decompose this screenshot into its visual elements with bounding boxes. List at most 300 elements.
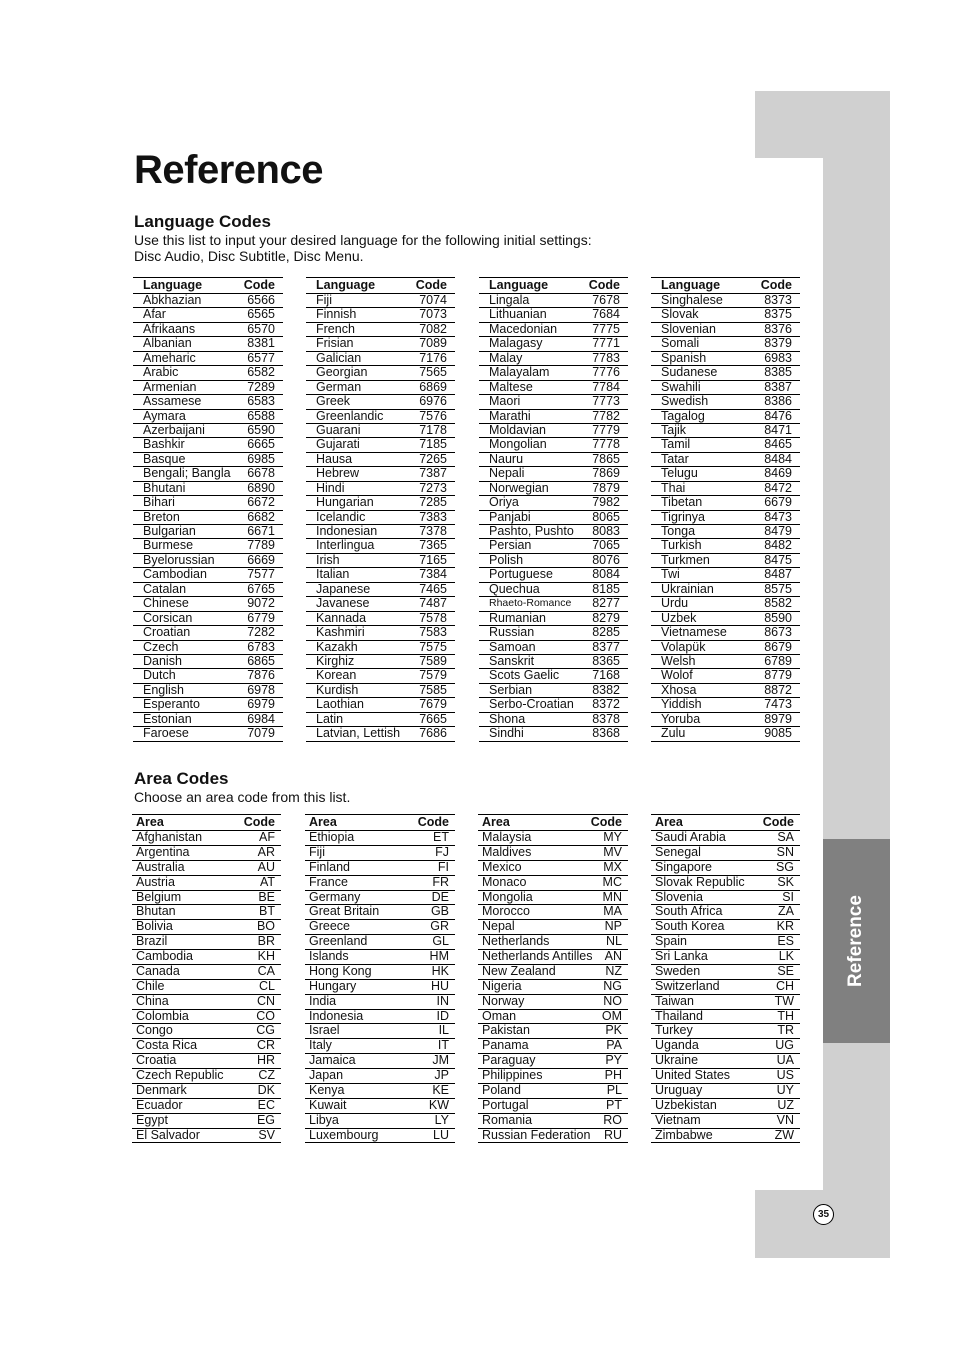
language-code: 7865: [592, 451, 620, 466]
language-code: 8065: [592, 509, 620, 524]
language-code: 8465: [764, 437, 792, 452]
language-code: 7378: [419, 524, 447, 538]
area-code: ES: [777, 934, 794, 949]
language-code: 7285: [419, 495, 447, 510]
area-name: Costa Rica: [136, 1038, 198, 1053]
area-name: Sweden: [655, 963, 701, 978]
language-name: Twi: [661, 567, 680, 582]
area-code: HM: [429, 949, 449, 963]
language-table-row: [306, 438, 455, 452]
language-name: Malay: [489, 350, 523, 365]
language-table-row: [479, 496, 628, 510]
area-name: Slovenia: [655, 889, 703, 904]
area-table-row: [305, 1054, 455, 1069]
area-name: Poland: [482, 1082, 521, 1097]
language-name: Nepali: [489, 466, 525, 481]
language-code: 6588: [247, 408, 275, 423]
language-code: 8471: [764, 422, 792, 437]
side-decoration-strip: [823, 91, 890, 1258]
language-table-column-3: [479, 277, 628, 742]
area-name: China: [136, 993, 169, 1008]
area-code: MC: [602, 874, 622, 889]
language-name: Burmese: [143, 538, 194, 553]
language-name: Bashkir: [143, 437, 185, 452]
area-table-row: [651, 1069, 800, 1084]
language-code: 7779: [592, 422, 620, 437]
language-table-row: [133, 467, 283, 481]
area-table-row: [651, 861, 800, 876]
language-code: 6890: [247, 480, 275, 495]
language-code: 8377: [592, 639, 620, 654]
area-code: MY: [603, 830, 622, 844]
language-table-row: [133, 641, 283, 655]
language-code: 8673: [764, 625, 792, 640]
language-code: 8379: [764, 336, 792, 351]
language-name: Tatar: [661, 451, 689, 466]
language-table-row: [479, 554, 628, 568]
language-table-row: [479, 511, 628, 525]
language-name: Tibetan: [661, 495, 703, 510]
language-code: 7168: [592, 668, 620, 683]
language-name: Laothian: [316, 697, 364, 712]
language-table-row: [133, 453, 283, 467]
area-table-row: [478, 995, 628, 1010]
language-table-row: [306, 554, 455, 568]
area-code: HU: [430, 978, 449, 993]
language-code: 7176: [419, 350, 447, 365]
area-code: BO: [256, 919, 275, 934]
area-name: Finland: [309, 859, 350, 874]
language-name: Pashto, Pushto: [489, 524, 574, 538]
language-name: Byelorussian: [143, 552, 215, 567]
language-name: Maori: [489, 394, 521, 409]
area-name: Congo: [136, 1023, 173, 1038]
area-code: BT: [259, 904, 275, 919]
area-name: Belgium: [136, 889, 182, 904]
area-name: Spain: [655, 934, 687, 949]
language-code: 7775: [592, 321, 620, 336]
area-code: EG: [256, 1112, 275, 1127]
language-name: Faroese: [143, 726, 189, 741]
area-code: KE: [432, 1082, 449, 1097]
language-name: Thai: [661, 480, 686, 495]
language-name: Irish: [316, 552, 340, 567]
area-name: Indonesia: [309, 1008, 364, 1023]
area-name: Italy: [309, 1038, 332, 1053]
language-name: Oriya: [489, 495, 519, 510]
area-table-row: [651, 965, 800, 980]
area-table-row: [305, 1114, 455, 1129]
language-code: 7869: [592, 466, 620, 481]
language-code: 9085: [764, 726, 792, 741]
language-name: Uzbek: [661, 610, 697, 625]
language-table-row: [306, 482, 455, 496]
area-name: Bolivia: [136, 919, 173, 934]
language-table-row: [133, 323, 283, 337]
area-code: NG: [603, 978, 622, 993]
area-name: Australia: [136, 859, 185, 874]
language-code: 7365: [419, 538, 447, 553]
language-table-row: [479, 395, 628, 409]
language-table-row: [651, 410, 800, 424]
language-table-row: [133, 713, 283, 727]
language-name: Hebrew: [316, 466, 360, 481]
language-table-row: [651, 511, 800, 525]
language-code: 7473: [764, 697, 792, 712]
language-table-row: [651, 308, 800, 322]
language-name: Azerbaijani: [143, 422, 205, 437]
area-code: TR: [777, 1023, 794, 1038]
area-table-row: [132, 920, 281, 935]
language-table-row: [479, 308, 628, 322]
area-table-header: [651, 814, 800, 831]
language-table-row: [306, 612, 455, 626]
area-name: Senegal: [655, 844, 701, 859]
area-code: FR: [432, 874, 449, 889]
area-table-row: [478, 965, 628, 980]
language-name: Greenlandic: [316, 408, 384, 423]
area-table-row: [305, 950, 455, 965]
area-name: Kuwait: [309, 1097, 347, 1112]
language-table-row: [306, 424, 455, 438]
language-table-row: [133, 554, 283, 568]
language-table-row: [479, 352, 628, 366]
language-name: Esperanto: [143, 697, 200, 712]
language-code: 6984: [247, 711, 275, 726]
area-name: Greece: [309, 919, 350, 934]
language-name: Singhalese: [661, 293, 723, 307]
language-name: Sudanese: [661, 365, 718, 380]
language-code: 7082: [419, 321, 447, 336]
language-name: Swahili: [661, 379, 701, 394]
area-table-row: [478, 1084, 628, 1099]
language-code: 7073: [419, 307, 447, 322]
area-name: Maldives: [482, 844, 532, 859]
language-table-row: [133, 337, 283, 351]
language-name: Korean: [316, 668, 357, 683]
language-code: 7589: [419, 653, 447, 668]
language-name: Chinese: [143, 596, 189, 611]
area-code: AF: [259, 830, 275, 844]
area-name: Romania: [482, 1112, 533, 1127]
language-code: 7265: [419, 451, 447, 466]
language-name: Italian: [316, 567, 350, 582]
language-name: Hungarian: [316, 495, 374, 510]
language-name: Latvian, Lettish: [316, 726, 401, 741]
language-code: 6671: [247, 524, 275, 538]
language-name: Turkmen: [661, 552, 710, 567]
language-name: Yiddish: [661, 697, 702, 712]
area-table-row: [651, 1084, 800, 1099]
language-table-row: [306, 395, 455, 409]
language-table-row: [479, 698, 628, 712]
language-table-column-4: [651, 277, 800, 742]
language-name: Urdu: [661, 596, 689, 611]
language-name: Serbo-Croatian: [489, 697, 574, 712]
area-code: LK: [778, 949, 794, 963]
language-code: 6672: [247, 495, 275, 510]
area-name: Germany: [309, 889, 361, 904]
code-column-header: Code: [760, 278, 792, 292]
language-code: 7678: [592, 293, 620, 307]
language-code: 7679: [419, 697, 447, 712]
area-table-row: [305, 1084, 455, 1099]
language-table-row: [133, 496, 283, 510]
language-name: Albanian: [143, 336, 192, 351]
language-name: Bhutani: [143, 480, 186, 495]
area-name: Jamaica: [309, 1053, 356, 1068]
language-name: Guarani: [316, 422, 361, 437]
area-name: Ecuador: [136, 1097, 183, 1112]
language-name: Tamil: [661, 437, 691, 452]
area-name: Mexico: [482, 859, 522, 874]
area-code: LU: [433, 1127, 449, 1142]
language-table-row: [133, 482, 283, 496]
area-table-row: [478, 876, 628, 891]
language-table-column-2: [306, 277, 455, 742]
language-name: Greek: [316, 394, 351, 409]
language-name: Vietnamese: [661, 625, 727, 640]
language-table-row: [479, 583, 628, 597]
language-code: 7773: [592, 394, 620, 409]
language-name: Portuguese: [489, 567, 553, 582]
area-code: JP: [434, 1068, 449, 1082]
language-name: Marathi: [489, 408, 531, 423]
language-code: 8279: [592, 610, 620, 625]
language-name: Ameharic: [143, 350, 196, 365]
language-code: 6865: [247, 653, 275, 668]
area-table-header: [305, 814, 455, 831]
area-code: CR: [256, 1038, 275, 1053]
language-code: 6779: [247, 610, 275, 625]
language-table-row: [306, 381, 455, 395]
area-table-row: [132, 1129, 281, 1144]
language-code: 7665: [419, 711, 447, 726]
language-code: 6570: [247, 321, 275, 336]
area-code: DE: [431, 889, 449, 904]
language-table-row: [133, 424, 283, 438]
area-code: GL: [432, 934, 449, 949]
area-table-row: [651, 1114, 800, 1129]
area-code: ZA: [778, 904, 794, 919]
area-code: CZ: [258, 1068, 275, 1082]
language-name: Malagasy: [489, 336, 543, 351]
area-name: Croatia: [136, 1053, 177, 1068]
language-column-header: Language: [316, 278, 376, 292]
language-code: 8575: [764, 581, 792, 596]
language-code: 7576: [419, 408, 447, 423]
language-codes-description-1: Use this list to input your desired language for the following initial settings:: [134, 232, 592, 248]
area-name: Hungary: [309, 978, 357, 993]
area-code: RO: [603, 1112, 622, 1127]
language-table-row: [133, 308, 283, 322]
language-code: 6985: [247, 451, 275, 466]
area-table-row: [651, 1054, 800, 1069]
area-table-column-2: [305, 814, 455, 1143]
language-code: 6582: [247, 365, 275, 380]
area-name: New Zealand: [482, 963, 556, 978]
language-table-row: [133, 294, 283, 308]
area-code: OM: [601, 1008, 622, 1023]
area-code: CO: [256, 1008, 275, 1023]
language-table-row: [651, 294, 800, 308]
language-table-row: [651, 525, 800, 539]
area-name: Czech Republic: [136, 1068, 224, 1082]
area-table-row: [305, 1024, 455, 1039]
area-code: NL: [606, 934, 622, 949]
language-table-row: [133, 568, 283, 582]
language-code: 6682: [247, 509, 275, 524]
language-table-row: [651, 453, 800, 467]
language-code: 8375: [764, 307, 792, 322]
area-code: BR: [257, 934, 275, 949]
language-table-row: [651, 669, 800, 683]
language-table-row: [306, 511, 455, 525]
language-table-row: [651, 684, 800, 698]
area-name: Pakistan: [482, 1023, 530, 1038]
language-code: 7289: [247, 379, 275, 394]
area-table-row: [305, 905, 455, 920]
language-name: Kazakh: [316, 639, 358, 654]
code-column-header: Code: [762, 815, 794, 829]
language-name: Afrikaans: [143, 321, 196, 336]
area-table-column-4: [651, 814, 800, 1143]
area-table-row: [132, 950, 281, 965]
language-name: Slovenian: [661, 321, 716, 336]
language-name: Quechua: [489, 581, 540, 596]
language-table-row: [133, 698, 283, 712]
language-name: Wolof: [661, 668, 693, 683]
language-code: 8365: [592, 653, 620, 668]
language-table-row: [651, 337, 800, 351]
area-table-row: [132, 965, 281, 980]
area-code: MX: [603, 859, 622, 874]
language-code: 7079: [247, 726, 275, 741]
language-table-row: [306, 641, 455, 655]
language-code: 7178: [419, 422, 447, 437]
area-code: UG: [775, 1038, 794, 1053]
language-table-row: [133, 597, 283, 611]
area-table-row: [478, 891, 628, 906]
area-table-column-1: [132, 814, 281, 1143]
area-name: Ethiopia: [309, 830, 355, 844]
language-name: Hausa: [316, 451, 353, 466]
area-name: Colombia: [136, 1008, 189, 1023]
language-name: Kurdish: [316, 682, 359, 697]
language-code: 8373: [764, 293, 792, 307]
language-table-row: [479, 655, 628, 669]
language-table-row: [306, 323, 455, 337]
area-name: Cambodia: [136, 949, 193, 963]
area-name: France: [309, 874, 348, 889]
area-name: Canada: [136, 963, 180, 978]
language-code: 8387: [764, 379, 792, 394]
language-name: Assamese: [143, 394, 202, 409]
language-name: Norwegian: [489, 480, 549, 495]
area-name: Panama: [482, 1038, 529, 1053]
area-codes-heading: Area Codes: [134, 769, 229, 788]
area-code: SV: [258, 1127, 275, 1142]
area-name: Israel: [309, 1023, 340, 1038]
area-name: Chile: [136, 978, 165, 993]
language-code: 7583: [419, 625, 447, 640]
area-code: VN: [776, 1112, 794, 1127]
language-name: Abkhazian: [143, 293, 202, 307]
area-name: Morocco: [482, 904, 530, 919]
language-table-row: [306, 525, 455, 539]
area-code: PK: [605, 1023, 622, 1038]
area-table-row: [305, 1099, 455, 1114]
language-code: 6983: [764, 350, 792, 365]
language-name: Czech: [143, 639, 179, 654]
area-table-row: [478, 1099, 628, 1114]
language-table-row: [651, 467, 800, 481]
area-table-row: [651, 1039, 800, 1054]
language-table-row: [479, 525, 628, 539]
area-table-row: [132, 891, 281, 906]
area-table-row: [478, 1054, 628, 1069]
language-code: 8285: [592, 625, 620, 640]
language-code: 6765: [247, 581, 275, 596]
area-name: Turkey: [655, 1023, 693, 1038]
language-table-header: [306, 277, 455, 294]
language-table-row: [651, 496, 800, 510]
area-name: Uganda: [655, 1038, 699, 1053]
language-name: Malayalam: [489, 365, 550, 380]
language-table-row: [651, 482, 800, 496]
language-name: Somali: [661, 336, 700, 351]
area-name: Russian Federation: [482, 1127, 591, 1142]
language-code: 7771: [592, 336, 620, 351]
language-name: Sindhi: [489, 726, 524, 741]
language-table-row: [651, 554, 800, 568]
area-code: HK: [431, 963, 449, 978]
language-code: 7784: [592, 379, 620, 394]
language-code: 8475: [764, 552, 792, 567]
language-codes-description-2: Disc Audio, Disc Subtitle, Disc Menu.: [134, 248, 364, 264]
area-table-row: [305, 891, 455, 906]
language-name: Interlingua: [316, 538, 375, 553]
area-code: MV: [603, 844, 622, 859]
language-table-header: [479, 277, 628, 294]
area-name: Afghanistan: [136, 830, 203, 844]
language-code: 7273: [419, 480, 447, 495]
language-name: Shona: [489, 711, 526, 726]
area-code: AT: [259, 874, 275, 889]
language-table-row: [306, 539, 455, 553]
language-column-header: Language: [489, 278, 549, 292]
area-table-row: [651, 846, 800, 861]
area-table-row: [651, 935, 800, 950]
code-column-header: Code: [417, 815, 449, 829]
language-code: 8487: [764, 567, 792, 582]
area-code: NZ: [605, 963, 622, 978]
area-code: MA: [603, 904, 622, 919]
language-code: 8872: [764, 682, 792, 697]
language-code: 8479: [764, 524, 792, 538]
language-table-row: [133, 684, 283, 698]
language-name: Rhaeto-Romance: [489, 597, 572, 610]
language-table-row: [479, 482, 628, 496]
language-name: Kirghiz: [316, 653, 355, 668]
language-table-row: [306, 352, 455, 366]
language-table-row: [306, 583, 455, 597]
area-code: AU: [257, 859, 275, 874]
language-code: 7776: [592, 365, 620, 380]
language-name: Tajik: [661, 422, 687, 437]
area-name: El Salvador: [136, 1127, 200, 1142]
language-name: Breton: [143, 509, 180, 524]
